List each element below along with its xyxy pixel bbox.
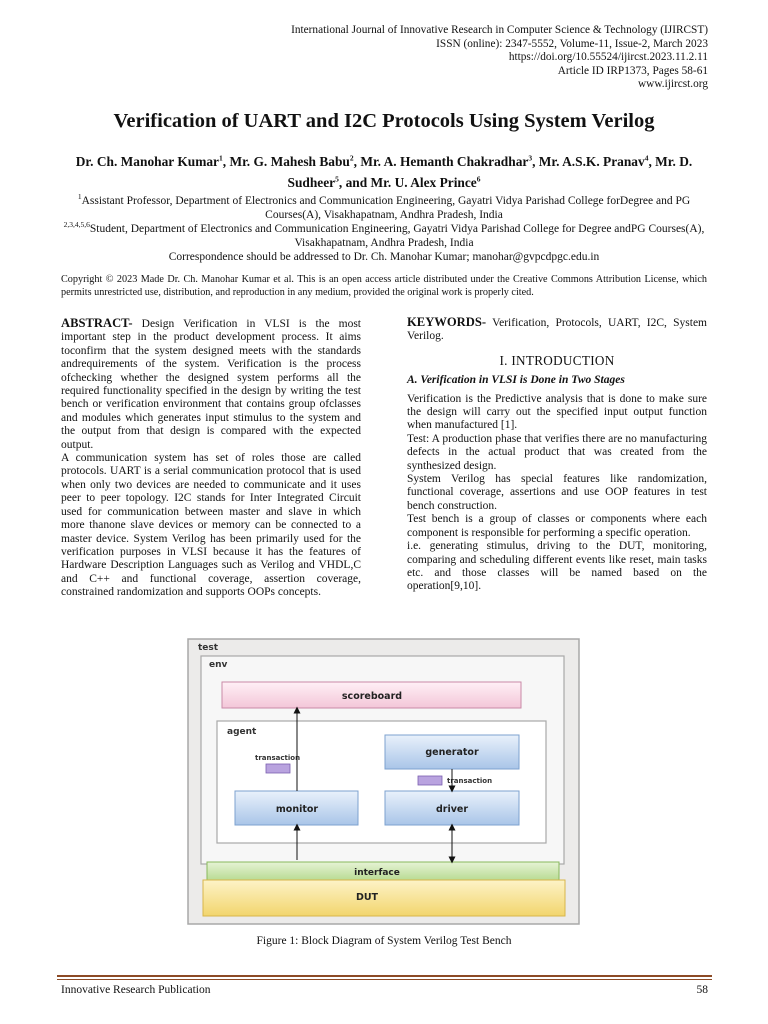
body-paragraph: Test bench is a group of classes or components where each component is responsible for performing a specific operation.	[407, 513, 707, 539]
copyright-notice: Copyright © 2023 Made Dr. Ch. Manohar Kumar et al. This is an open access article distributed under the Creative Commons Attribution License, which permits unrestricted use, distribution, and reproduction in any medium, provided the original work is properly cited.	[61, 274, 707, 299]
agent-label: agent	[227, 727, 257, 737]
abstract-column	[61, 317, 361, 600]
affiliation-2: $^{2,3,4,5,6}$Student, Department of Electronics and Communication Engineering, Gayatri Vidya Parishad College for Degree andPG Courses(A), Visakhapatnam, Andhra Pradesh, India	[63, 220, 705, 249]
affiliation-1: $^1$Assistant Professor, Department of Electronics and Communication Engineering, Gayatri Vidya Parishad College forDegree and PG Courses(A), Visakhapatnam, Andhra Pradesh, India	[77, 192, 691, 221]
author: Mr. A.S.K. Pranav$^4$,	[538, 154, 656, 170]
dut-label: DUT	[355, 892, 379, 903]
author: Dr. Ch. Manohar Kumar$^1$,	[75, 154, 230, 170]
monitor-label: monitor	[275, 804, 319, 815]
journal-name: International Journal of Innovative Research in Computer Science & Technology (IJIRCST)	[291, 24, 708, 36]
transaction-token-left	[266, 764, 290, 773]
driver-label: driver	[435, 804, 469, 815]
body-paragraph: i.e. generating stimulus, driving to the DUT, monitoring, comparing and scheduling different events like reset, main tasks etc. and those classes will be named based on the operation[9,10].	[407, 540, 707, 593]
author: Mr. D. Sudheer$^5$, and	[287, 154, 693, 190]
keywords: KEYWORDS- Verification, Protocols, UART, I2C, System Verilog.	[407, 315, 707, 343]
transaction-token-right	[418, 776, 442, 785]
page-number: 58	[696, 984, 708, 996]
abstract-paragraph: A communication system has set of roles those are called protocols. UART is a serial communication protocol that is used when only two devices are needed to communicate and it uses peer to peer topology. I2C stands for Inter Integrated Circuit used for communication between master and slave in which more thanone slave devices or memory can be connected to a master device. System Verilog has been primarily used for the verification purposes in VLSI because it has the features of Hardware Description Languages such as Verilog and VHDL,C and C++ and functional coverage, assertion coverage, constrained randomization and supports OOPs concepts.	[61, 452, 361, 599]
body-paragraph: Test: A production phase that verifies there are no manufacturing defects in the actual product that was created from the synthesized design.	[407, 432, 707, 472]
abstract-paragraph: ABSTRACT- Design Verification in VLSI is the most important step in the product development process. It aims toconfirm that the system designed meets with the standards andrequirements of the system. Verification is the process ofchecking whether the designed system performs all the required functionality specified in the design by writing the test bench or verification environment that contains group ofclasses and modules which generates input stimulus to the system and the output from that design is compared with the expected output.	[61, 316, 361, 451]
footer-rule-thin	[57, 979, 712, 980]
keywords-label: KEYWORDS-	[407, 315, 487, 329]
figure-caption: Figure 1: Block Diagram of System Verilog Test Bench	[256, 935, 512, 947]
env-label: env	[209, 660, 228, 670]
author: Mr. U. Alex Prince$^6$	[370, 174, 481, 190]
section-heading: I. INTRODUCTION	[499, 352, 615, 368]
body-paragraph: System Verilog has special features like randomization, functional coverage, assertions and use OOP features in test bench construction.	[407, 473, 707, 512]
paper-title: Verification of UART and I2C Protocols Using System Verilog	[113, 110, 655, 132]
interface-label: interface	[354, 868, 400, 878]
footer-publisher: Innovative Research Publication	[61, 984, 211, 996]
article-id: Article ID IRP1373, Pages 58-61	[557, 64, 708, 77]
test-label: test	[198, 643, 219, 653]
author-list	[50, 150, 718, 191]
journal-website[interactable]: www.ijircst.org	[638, 78, 708, 91]
transaction-label-right: transaction	[447, 777, 493, 785]
author: Mr. A. Hemanth Chakradhar$^3$,	[360, 154, 539, 170]
dut-block	[203, 880, 565, 916]
author: Mr. G. Mahesh Babu$^2$,	[229, 154, 361, 170]
subsection-heading: A. Verification in VLSI is Done in Two Stages	[407, 374, 625, 387]
scoreboard-label: scoreboard	[341, 691, 403, 702]
right-column	[407, 316, 707, 594]
abstract-label: ABSTRACT-	[61, 316, 133, 330]
correspondence-line: Correspondence should be addressed to Dr. Ch. Manohar Kumar; manohar@gvpcdpgc.edu.in	[168, 251, 600, 263]
generator-label: generator	[425, 747, 479, 758]
testbench-block-diagram	[187, 638, 580, 925]
transaction-label-left: transaction	[255, 754, 301, 762]
journal-doi[interactable]: https://doi.org/10.55524/ijircst.2023.11.2.11	[508, 51, 708, 64]
body-paragraph: Verification is the Predictive analysis that is done to make sure the design will carry out the specified input output function when manufactured [1].	[407, 392, 707, 432]
journal-header	[291, 24, 708, 92]
journal-issn: ISSN (online): 2347-5552, Volume-11, Issue-2, March 2023	[436, 37, 708, 50]
footer-rule	[57, 975, 712, 977]
